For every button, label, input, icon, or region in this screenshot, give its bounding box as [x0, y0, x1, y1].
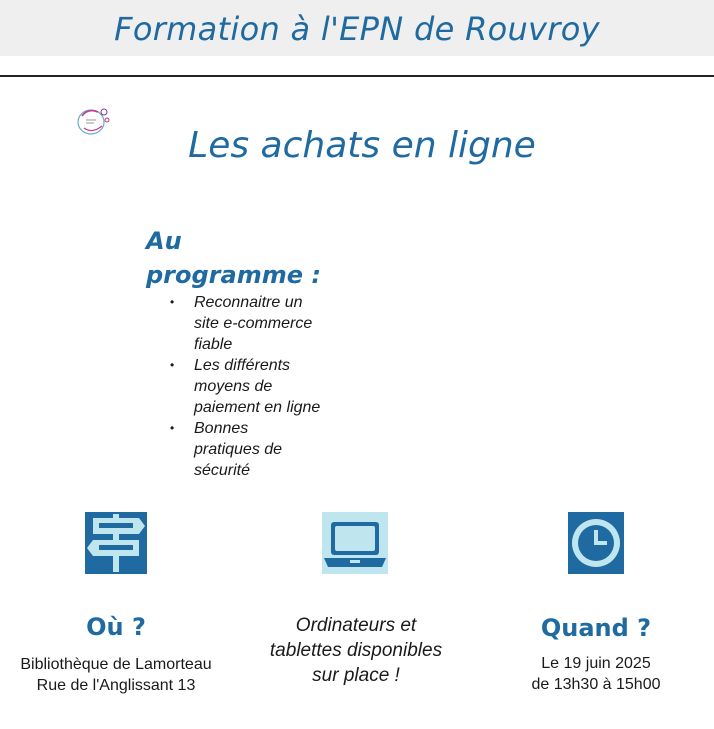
- where-heading: Où ?: [86, 613, 146, 641]
- list-item: [194, 418, 336, 481]
- where-address-line: Bibliothèque de Lamorteau: [20, 656, 212, 673]
- devices-text-line: tablettes disponibles: [269, 640, 443, 661]
- list-item-line: site e-commerce: [194, 315, 313, 332]
- program-list: [146, 292, 336, 481]
- program-heading: [146, 224, 336, 292]
- list-item-line: moyens de: [194, 378, 273, 395]
- where-section: [0, 612, 232, 696]
- when-heading: Quand ?: [540, 614, 652, 642]
- program-heading-line: Au: [146, 227, 182, 255]
- header-divider: [0, 75, 714, 77]
- list-item-line: pratiques de: [194, 441, 283, 458]
- list-item-line: • Bonnes: [194, 420, 249, 437]
- program-section: [146, 224, 336, 481]
- list-item-line: • Les différents: [194, 357, 291, 374]
- devices-text-line: sur place !: [312, 665, 400, 686]
- list-item-line: paiement en ligne: [194, 399, 321, 416]
- page-header: [0, 0, 714, 56]
- when-date: Le 19 juin 2025: [541, 655, 651, 672]
- list-item: [194, 355, 336, 418]
- page-title: Les achats en ligne: [188, 125, 536, 166]
- list-item-line: • Reconnaitre un: [194, 294, 303, 311]
- when-section: [480, 613, 712, 695]
- laptop-icon: [322, 512, 388, 574]
- when-time: de 13h30 à 15h00: [531, 676, 661, 693]
- devices-section: [232, 613, 480, 688]
- list-item-line: sécurité: [194, 462, 251, 479]
- clock-icon: [568, 512, 624, 574]
- where-address-line: Rue de l'Anglissant 13: [36, 677, 196, 694]
- signpost-icon: [85, 512, 147, 574]
- devices-text-line: Ordinateurs et: [295, 615, 417, 636]
- program-heading-line: programme :: [146, 261, 321, 289]
- list-item-line: fiable: [194, 336, 233, 353]
- header-title: Formation à l'EPN de Rouvroy: [114, 10, 600, 48]
- list-item: [194, 292, 336, 355]
